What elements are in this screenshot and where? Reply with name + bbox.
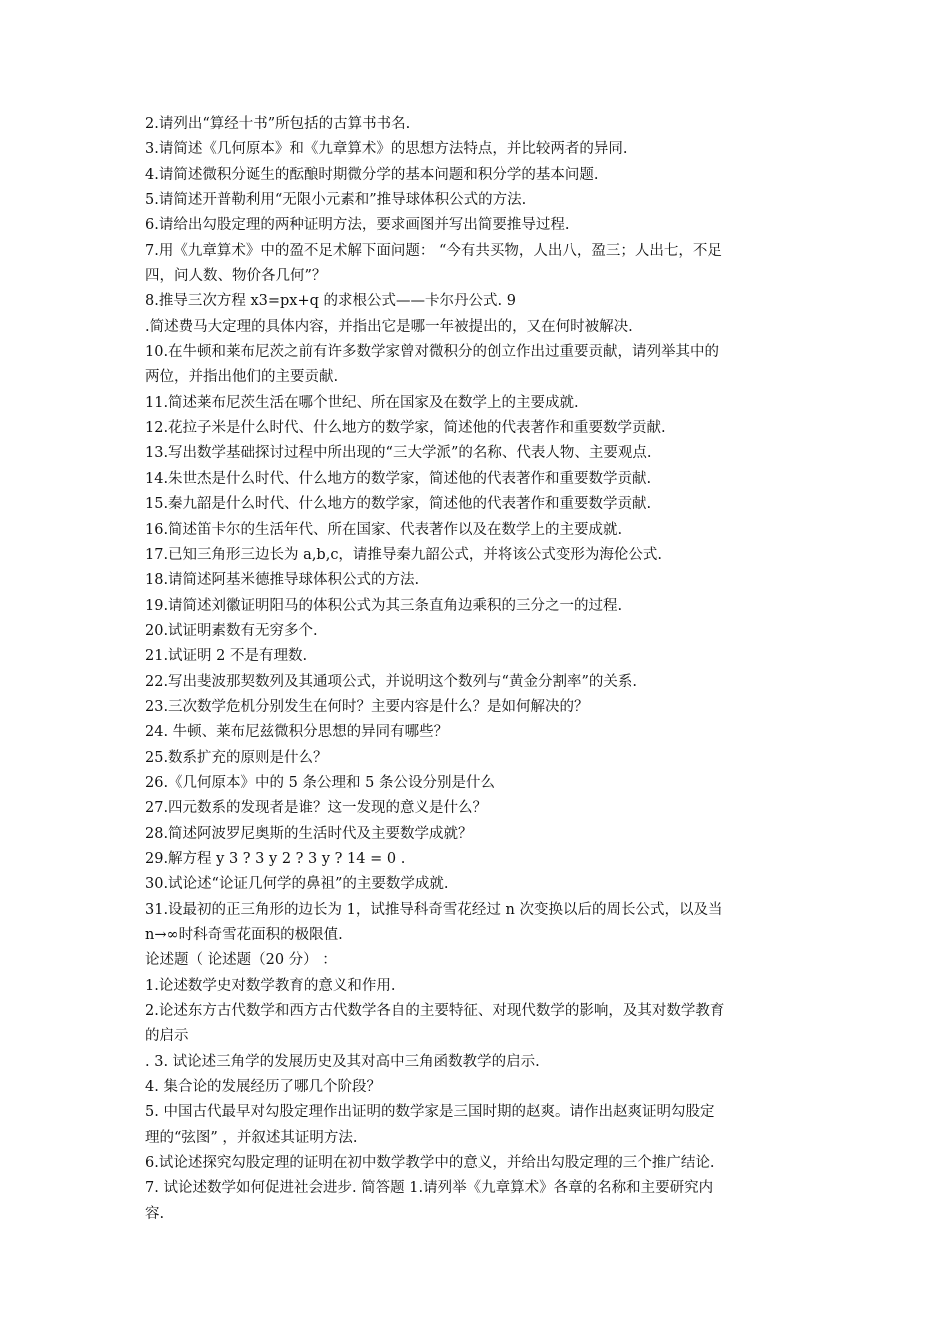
text-line: 29.解方程 y 3 ? 3 y 2 ? 3 y ? 14 = 0 . bbox=[145, 850, 406, 867]
text-line: 四，问人数、物价各几何”？ bbox=[145, 268, 327, 285]
text-line: 22.写出斐波那契数列及其通项公式，并说明这个数列与“黄金分割率”的关系. bbox=[145, 673, 637, 690]
text-line: 6.试论述探究勾股定理的证明在初中数学教学中的意义，并给出勾股定理的三个推广结论. bbox=[145, 1155, 715, 1172]
text-line: 6.请给出勾股定理的两种证明方法，要求画图并写出简要推导过程. bbox=[145, 217, 570, 234]
text-line: 2.论述东方古代数学和西方古代数学各自的主要特征、对现代数学的影响，及其对数学教育 bbox=[145, 1003, 725, 1020]
text-line: 28.简述阿波罗尼奥斯的生活时代及主要数学成就？ bbox=[145, 825, 473, 842]
text-line: 的启示 bbox=[145, 1028, 189, 1045]
text-line: 5.请简述开普勒利用“无限小元素和”推导球体积公式的方法. bbox=[145, 192, 527, 209]
text-line: 27.四元数系的发现者是谁？这一发现的意义是什么？ bbox=[145, 800, 488, 817]
text-line: 21.试证明 2 不是有理数. bbox=[145, 648, 308, 665]
text-line: 容. bbox=[145, 1205, 165, 1222]
text-line: 4.请简述微积分诞生的酝酿时期微分学的基本问题和积分学的基本问题. bbox=[145, 166, 599, 183]
text-line: 13.写出数学基础探讨过程中所出现的“三大学派”的名称、代表人物、主要观点. bbox=[145, 445, 652, 462]
text-line: 10.在牛顿和莱布尼茨之前有许多数学家曾对微积分的创立作出过重要贡献，请列举其中的 bbox=[145, 344, 720, 361]
text-line: 20.试证明素数有无穷多个. bbox=[145, 622, 318, 639]
text-line: 3.请简述《几何原本》和《九章算术》的思想方法特点，并比较两者的异同. bbox=[145, 141, 628, 158]
text-line: 2.请列出“算经十书”所包括的古算书书名. bbox=[145, 116, 411, 132]
text-line: 25.数系扩充的原则是什么？ bbox=[145, 749, 328, 766]
text-line: 18.请简述阿基米德推导球体积公式的方法. bbox=[145, 572, 420, 589]
text-line: 11.简述莱布尼茨生活在哪个世纪、所在国家及在数学上的主要成就. bbox=[145, 394, 579, 411]
text-line: 1.论述数学史对数学教育的意义和作用. bbox=[145, 977, 396, 994]
text-line: 8.推导三次方程 x3=px+q 的求根公式——卡尔丹公式. 9 bbox=[145, 293, 516, 310]
text-line: 5. 中国古代最早对勾股定理作出证明的数学家是三国时期的赵爽。请作出赵爽证明勾股定 bbox=[145, 1104, 715, 1121]
text-line: 15.秦九韶是什么时代、什么地方的数学家，简述他的代表著作和重要数学贡献. bbox=[145, 496, 652, 513]
text-line: 16.简述笛卡尔的生活年代、所在国家、代表著作以及在数学上的主要成就. bbox=[145, 521, 623, 538]
text-line: 14.朱世杰是什么时代、什么地方的数学家，简述他的代表著作和重要数学贡献. bbox=[145, 470, 652, 487]
text-line: 7. 试论述数学如何促进社会进步. 简答题 1.请列举《九章算术》各章的名称和主要研究内 bbox=[145, 1180, 714, 1197]
text-line: . 3. 试论述三角学的发展历史及其对高中三角函数教学的启示. bbox=[145, 1053, 540, 1070]
text-line: 4. 集合论的发展经历了哪几个阶段？ bbox=[145, 1079, 381, 1096]
section-heading: 论述题（ 论述题（20 分） ： bbox=[145, 952, 337, 969]
text-line: 19.请简述刘徽证明阳马的体积公式为其三条直角边乘积的三分之一的过程. bbox=[145, 597, 623, 614]
text-line: 30.试论述“论证几何学的鼻祖”的主要数学成就. bbox=[145, 876, 449, 893]
text-line: .简述费马大定理的具体内容，并指出它是哪一年被提出的，又在何时被解决. bbox=[145, 318, 633, 335]
text-line: 31.设最初的正三角形的边长为 1，试推导科奇雪花经过 n 次变换以后的周长公式，以及当 bbox=[145, 901, 723, 918]
text-line: 26.《几何原本》中的 5 条公理和 5 条公设分别是什么 bbox=[145, 774, 495, 791]
text-line: 23.三次数学危机分别发生在何时？主要内容是什么？是如何解决的？ bbox=[145, 698, 589, 715]
text-line: 两位，并指出他们的主要贡献. bbox=[145, 369, 339, 386]
text-line: 理的“弦图” ，并叙述其证明方法. bbox=[145, 1129, 358, 1146]
text-line: 12.花拉子米是什么时代、什么地方的数学家，简述他的代表著作和重要数学贡献. bbox=[145, 420, 666, 437]
text-line: 24. 牛顿、莱布尼兹微积分思想的异同有哪些？ bbox=[145, 724, 449, 741]
text-line: 17.已知三角形三边长为 a,b,c，请推导秦九韶公式，并将该公式变形为海伦公式. bbox=[145, 546, 663, 563]
text-line: 7.用《九章算术》中的盈不足术解下面问题： “今有共买物，人出八，盈三；人出七，不足 bbox=[145, 242, 722, 259]
text-line: n→∞时科奇雪花面积的极限值. bbox=[145, 927, 343, 943]
